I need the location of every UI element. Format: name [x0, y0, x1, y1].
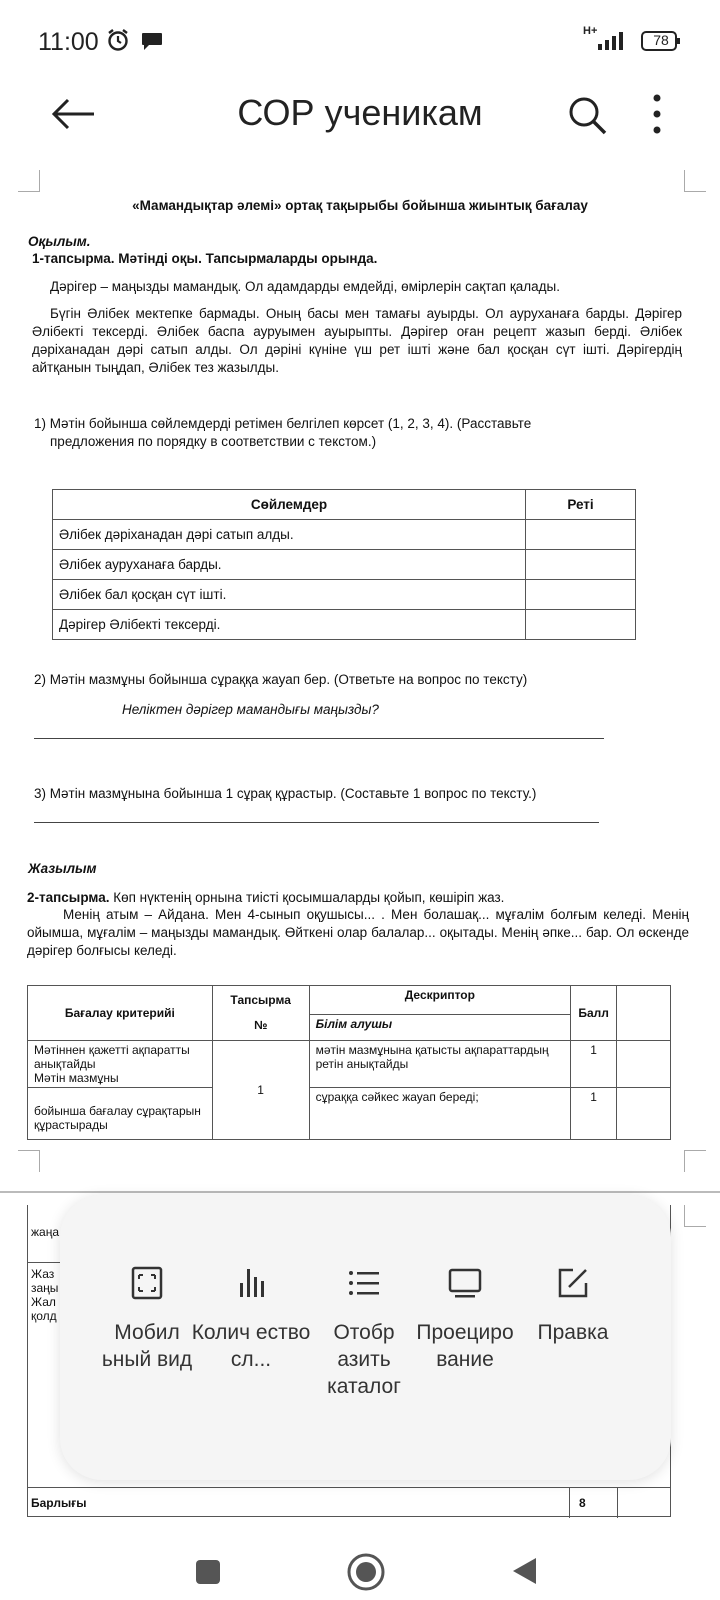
total-label: Барлығы: [31, 1496, 87, 1510]
fullscreen-frame-icon: [129, 1265, 165, 1301]
table-row: [53, 580, 636, 610]
page-corner-mark: [18, 1150, 40, 1172]
table-cell: [617, 1088, 671, 1140]
table-cell: Дәрігер Әлібекті тексерді.: [53, 610, 526, 640]
table-row: [53, 550, 636, 580]
descriptor-cell: сұраққа сәйкес жауап береді;: [309, 1088, 571, 1140]
task-number-header: №: [253, 1018, 268, 1032]
task2-paragraph: Менің атым – Айдана. Мен 4-сынып оқушысы... . Мен болашақ... мұғалім болғым келеді. Менің ойымша, мұғалім – маңызды мамандық. Өйткені олар балалар... оқытады. Менің әпке... бар. Ол өскенде дәрігер болғысы келеді.: [27, 907, 689, 958]
order-cell: [526, 580, 636, 610]
menu-item-label: Отобр азить каталог: [327, 1321, 401, 1398]
table-cell: [28, 1041, 213, 1088]
criterion-text: Мәтіннен қажетті ақпаратты анықтайды: [34, 1043, 190, 1071]
table-fragment: Жаз: [31, 1267, 55, 1281]
network-type: H+: [583, 25, 598, 37]
menu-item-label: Правка: [537, 1321, 609, 1344]
task2-instruction: Көп нүктенің орнына тиісті қосымшаларды қойып, көшіріп жаз.: [109, 890, 505, 905]
column-header: Сөйлемдер: [53, 490, 526, 520]
task-header: Тапсырма: [230, 993, 291, 1007]
order-cell: [526, 610, 636, 640]
table-fragment: жаңа: [31, 1225, 60, 1239]
paragraph-1: Дәрігер – маңызды мамандық. Ол адамдарды емдейді, өмірлерін сақтап қалады.: [50, 279, 560, 294]
table-line: [617, 1488, 618, 1518]
monitor-icon: [447, 1265, 483, 1301]
message-icon: [140, 30, 164, 52]
more-vert-icon[interactable]: [650, 92, 664, 136]
quick-actions-popup: [60, 1195, 671, 1480]
total-value: 8: [579, 1496, 586, 1510]
table-cell: [617, 1041, 671, 1088]
table-fragment: заңы: [31, 1281, 59, 1295]
table-cell: Әлібек бал қосқан сүт ішті.: [53, 580, 526, 610]
table-header-row: [28, 986, 671, 1015]
column-header: [212, 986, 309, 1041]
back-arrow-icon[interactable]: [50, 94, 96, 134]
column-header: Бағалау критерийі: [28, 986, 213, 1041]
list-icon: [346, 1265, 382, 1301]
order-table: [52, 489, 636, 640]
total-row: [27, 1487, 671, 1517]
answer-line: [34, 738, 604, 739]
table-row: [28, 1041, 671, 1088]
battery-level: 78: [653, 32, 669, 48]
column-header: Реті: [526, 490, 636, 520]
document-title: «Мамандықтар әлемі» ортақ тақырыбы бойынша жиынтық бағалау: [132, 198, 588, 213]
status-bar: [0, 0, 720, 80]
bar-chart-icon: [233, 1265, 269, 1301]
page-corner-mark: [684, 1205, 706, 1227]
search-icon[interactable]: [566, 94, 608, 136]
task-number-cell: 1: [212, 1041, 309, 1140]
page-divider: [0, 1191, 720, 1193]
writing-heading: Жазылым: [28, 861, 97, 876]
score-cell: 1: [571, 1041, 617, 1088]
table-cell: Әлібек ауруханаға барды.: [53, 550, 526, 580]
table-fragment: қолд: [31, 1309, 57, 1323]
menu-item-label: Колич ество сл...: [191, 1321, 311, 1371]
criterion-text: бойынша бағалау сұрақтарын құрастырады: [28, 1088, 213, 1140]
answer-line: [34, 822, 599, 823]
table-line: [569, 1488, 570, 1518]
edit-button[interactable]: [513, 1265, 633, 1346]
order-cell: [526, 520, 636, 550]
question-2-prompt: Неліктен дәрігер мамандығы маңызды?: [122, 702, 379, 717]
column-header: Білім алушы: [309, 1014, 571, 1040]
edit-icon: [555, 1265, 591, 1301]
task2-heading: [27, 889, 504, 907]
recents-square-icon[interactable]: [196, 1560, 220, 1584]
table-cell: [617, 986, 671, 1041]
column-header: Балл: [571, 986, 617, 1041]
alarm-icon: [106, 28, 130, 52]
reading-heading: Оқылым.: [28, 234, 91, 249]
table-cell: Әлібек дәріханадан дәрі сатып алды.: [53, 520, 526, 550]
page-corner-mark: [684, 170, 706, 192]
navigation-bar: [0, 1530, 720, 1600]
home-circle-icon[interactable]: [346, 1552, 386, 1592]
word-count-button[interactable]: [191, 1265, 311, 1373]
app-bar: [0, 80, 720, 155]
table-row: [53, 520, 636, 550]
order-cell: [526, 550, 636, 580]
table-header-row: [53, 490, 636, 520]
back-triangle-icon[interactable]: [510, 1556, 538, 1586]
page-corner-mark: [18, 170, 40, 192]
mobile-view-button[interactable]: [87, 1265, 207, 1373]
question-1: 1) Мәтін бойынша сөйлемдерді ретімен белгілеп көрсет (1, 2, 3, 4). (Расставьте предложения по порядку в соответствии с текстом.): [34, 416, 532, 449]
question-2: 2) Мәтін мазмұны бойынша сұраққа жауап бер. (Ответьте на вопрос по тексту): [34, 672, 528, 687]
paragraph-2: Бүгін Әлібек мектепке бармады. Оның басы мен тамағы ауырды. Ол ауруханаға барды. Дәрігер Әлібекті тексерді. Әлібек баспа ауруымен ауырыпты. Дәрігер оған рецепт жазып берді. Әлібек дәріханадан дәрі сатып алды. Ол дәріні күніне үш рет ішті және бал қосқан сүт ішті. Дәрігердің айтқанын тыңдап, Әлібек тез жазылды.: [32, 306, 682, 375]
signal-icon: [596, 30, 632, 52]
menu-item-label: Проециро вание: [416, 1321, 514, 1371]
descriptor-cell: мәтін мазмұнына қатысты ақпараттардың ретін анықтайды: [309, 1041, 571, 1088]
projection-button[interactable]: [405, 1265, 525, 1373]
criterion-text: Мәтін мазмұны: [34, 1071, 119, 1085]
task2-label: 2-тапсырма.: [27, 890, 110, 905]
question-3: 3) Мәтін мазмұнына бойынша 1 сұрақ құрастыр. (Составьте 1 вопрос по тексту.): [34, 786, 537, 801]
task1-heading: 1-тапсырма. Мәтінді оқы. Тапсырмаларды орында.: [32, 251, 378, 266]
status-time: 11:00: [38, 28, 99, 56]
menu-item-label: Мобил ьный вид: [101, 1321, 193, 1371]
table-row: [53, 610, 636, 640]
table-fragment: Жал: [31, 1295, 56, 1309]
score-cell: 1: [571, 1088, 617, 1140]
column-header: Дескриптор: [309, 986, 571, 1015]
page-title: СОР ученикам: [237, 92, 483, 133]
page-corner-mark: [684, 1150, 706, 1172]
criteria-table: [27, 985, 671, 1140]
table-row: [28, 1088, 671, 1140]
